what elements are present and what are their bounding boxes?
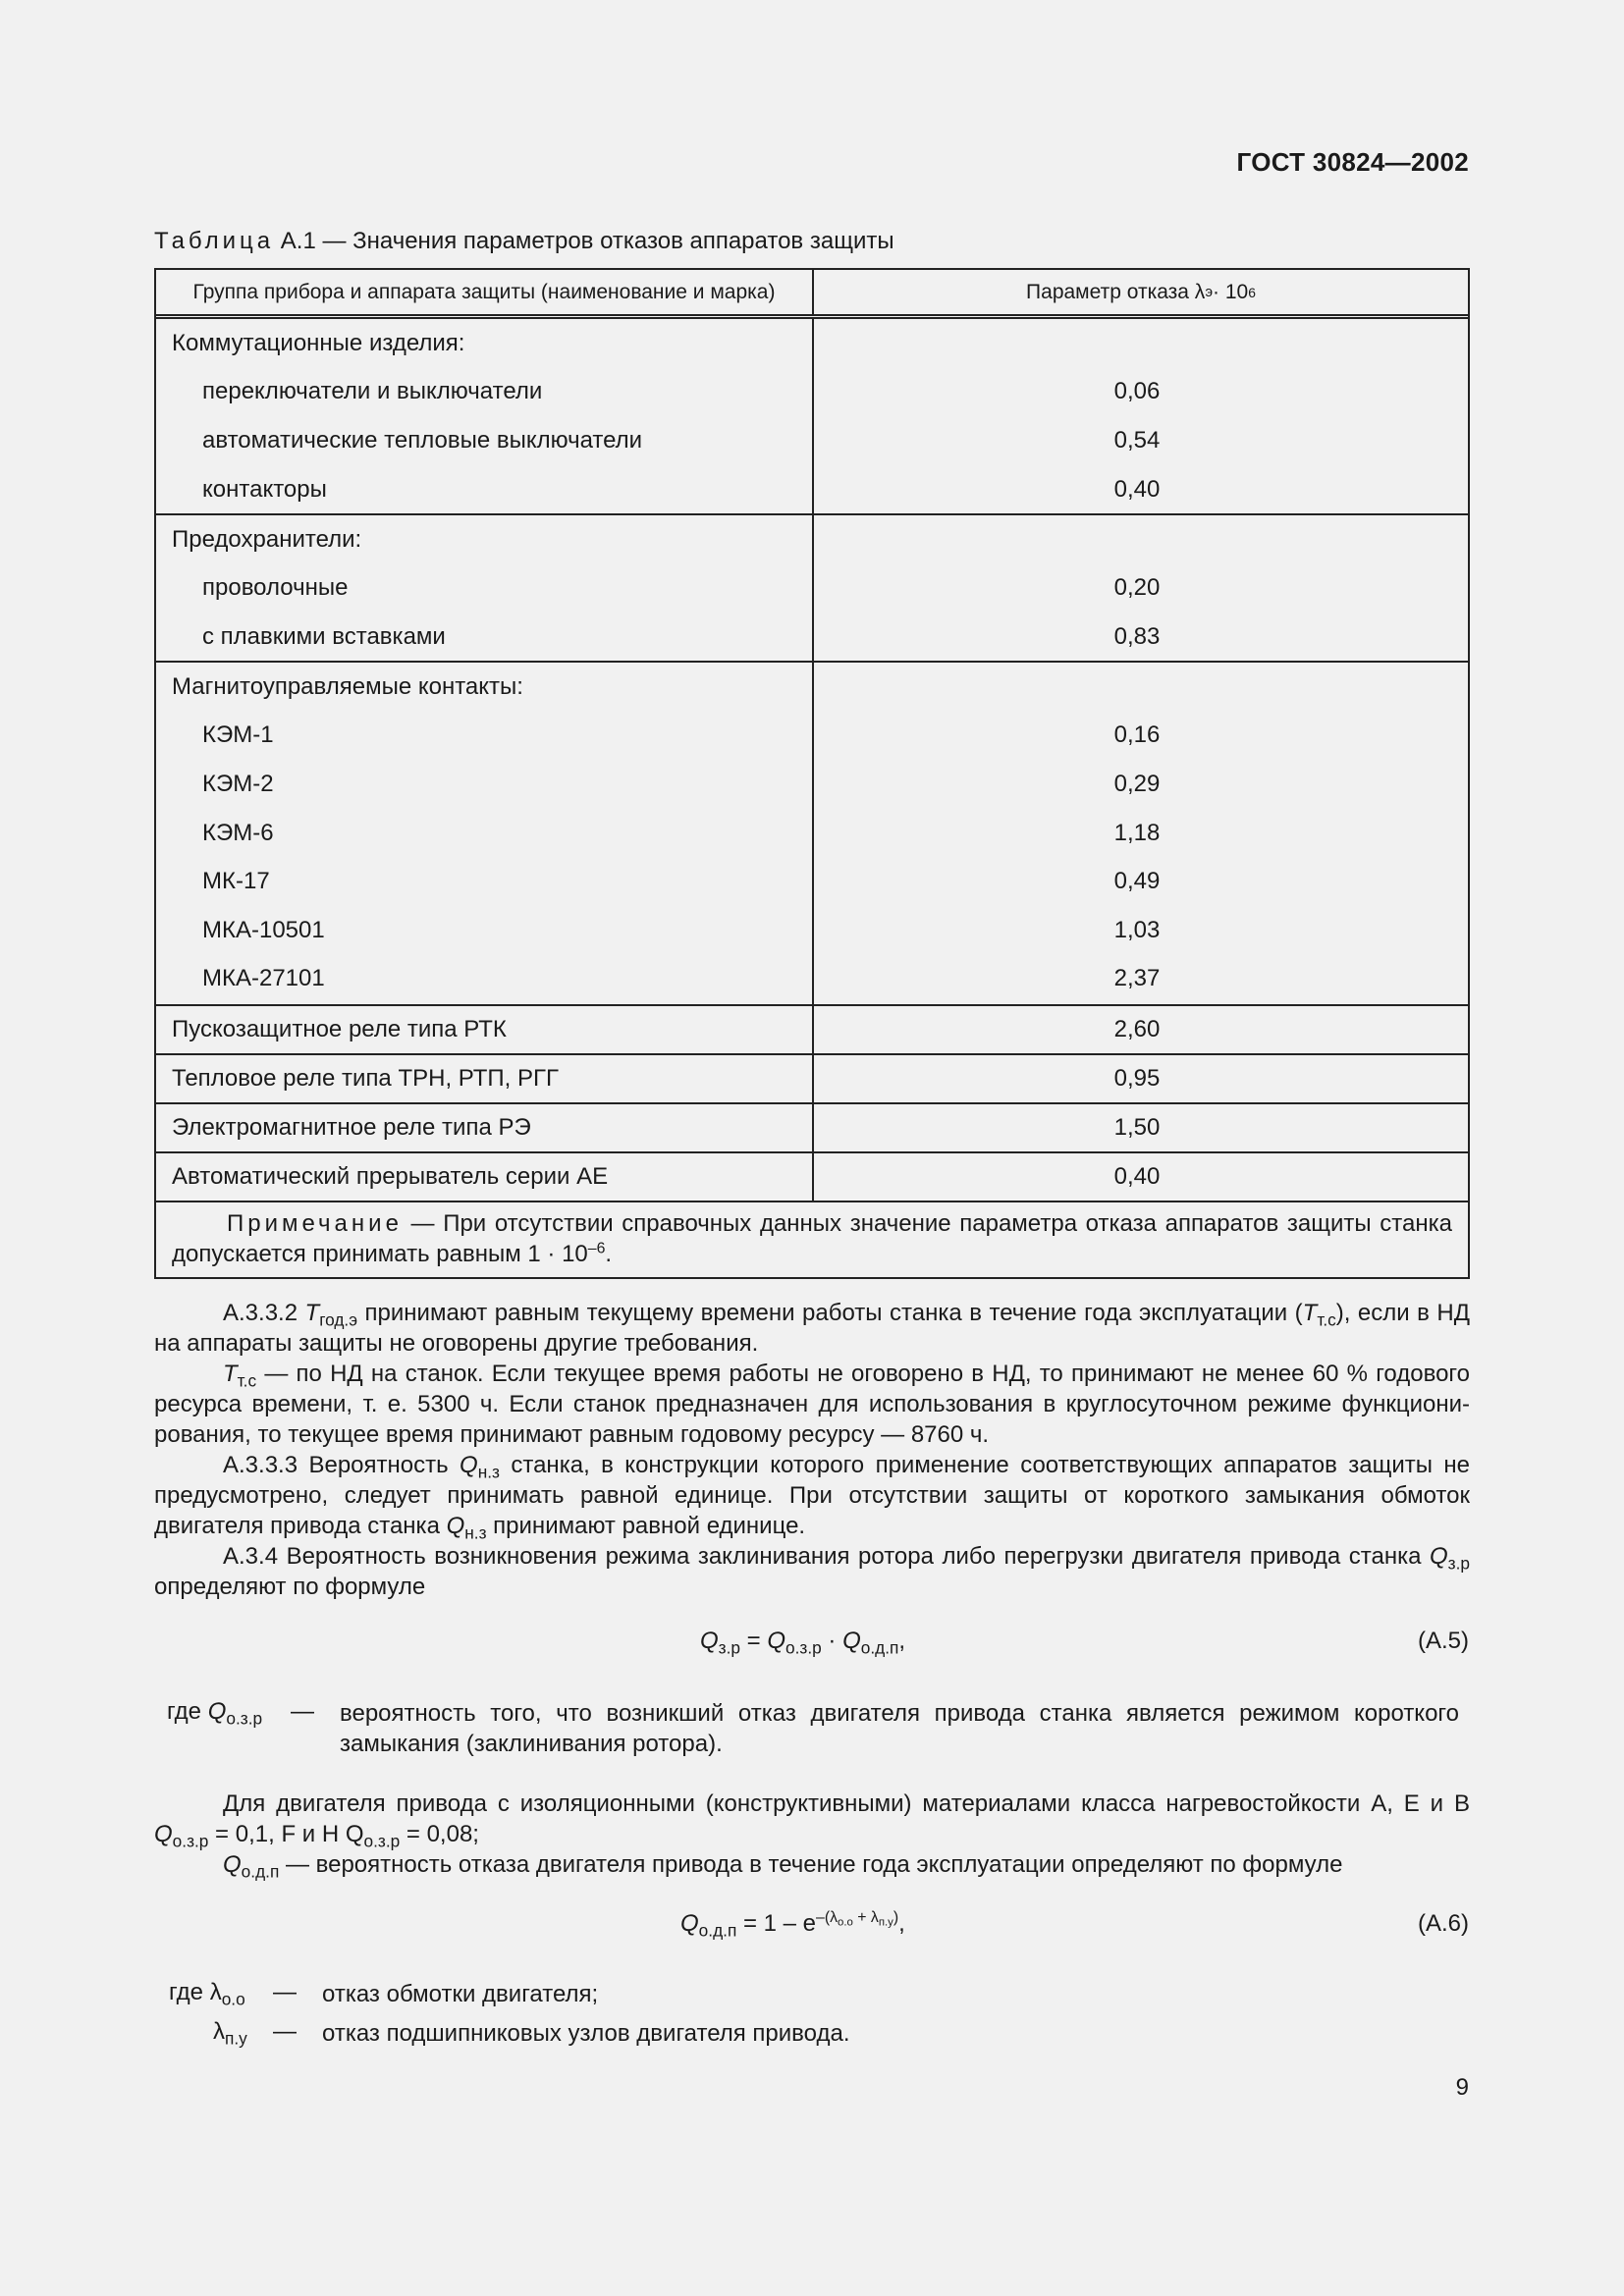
p1-var2-sub: т.с <box>1317 1309 1336 1330</box>
table-row-value: 0,16 <box>1113 721 1161 749</box>
empty-cell <box>814 515 1468 564</box>
group-names <box>156 663 814 1004</box>
note-sup: –6 <box>587 1240 606 1257</box>
table-row-name: КЭМ-2 <box>202 770 274 797</box>
f5-q3: Q <box>842 1628 861 1654</box>
table-row-value: 0,20 <box>1113 574 1161 602</box>
table-row <box>156 1104 1468 1153</box>
p1-num: А.3.3.2 <box>223 1300 305 1326</box>
equation-number-a6: (А.6) <box>1417 1910 1469 1937</box>
table-caption <box>154 228 894 255</box>
document-header: ГОСТ 30824—2002 <box>1236 147 1469 177</box>
f5-eq: = <box>740 1628 768 1654</box>
p5-b: = 0,1, F и Н Q <box>208 1821 364 1847</box>
p2-text: — по НД на станок. Если текущее время работы не оговорено в НД, то принимают не менее 60 % годового ресурса времени, т. е. 5300 ч. Если станок предназначен для использования в круглосуточном режиме функционирования, то текущее время принимают равным годовому ресурсу — 8760 ч. <box>154 1361 1470 1448</box>
body-paragraphs <box>154 1298 1470 1602</box>
p1-var-sub: год.э <box>319 1309 358 1330</box>
p5-var-sub: о.з.р <box>172 1831 209 1851</box>
f5-dot: · <box>821 1628 843 1654</box>
f5-end: , <box>898 1628 906 1654</box>
empty-cell <box>814 663 1468 712</box>
table-group <box>156 515 1468 663</box>
table-row-name: МКА-10501 <box>202 916 325 943</box>
paragraph-tts <box>154 1359 1470 1450</box>
f5-q2-sub: о.з.р <box>785 1637 822 1658</box>
f6-sup-plus: + λ <box>852 1909 879 1927</box>
where-dash-2: — <box>273 1979 297 2005</box>
group-title: Магнитоуправляемые контакты: <box>172 672 523 700</box>
p4-var: Q <box>1430 1543 1448 1570</box>
f6-end: , <box>898 1910 905 1937</box>
p3-b: станка, в конструкции которого применение соответствующих аппаратов защиты не предусмотрено, следует принимать равной единице. При отсутствии защиты от короткого замыкания обмоток двигателя привода станка <box>154 1452 1471 1539</box>
table-row <box>156 1153 1468 1202</box>
column-header-parameter: Параметр отказа λ э · 10 6 <box>1026 280 1256 303</box>
group-title: Коммутационные изделия: <box>172 329 465 356</box>
row-value-cell <box>814 1006 1468 1053</box>
group-values <box>814 319 1468 513</box>
row-value-cell <box>814 1104 1468 1151</box>
p4-b: определяют по формуле <box>154 1574 426 1600</box>
failure-parameters-table <box>154 268 1470 1279</box>
w1-var: Q <box>207 1698 227 1725</box>
paragraph-a34 <box>154 1541 1470 1602</box>
w1-var-sub: о.з.р <box>226 1708 263 1729</box>
row-name-cell <box>156 1104 814 1151</box>
table-row-name: с плавкими вставками <box>202 622 446 650</box>
table-row-value: 2,37 <box>1113 965 1161 992</box>
table-row-name: Пускозащитное реле типа РТК <box>172 1016 507 1042</box>
table-row-name: КЭМ-1 <box>202 721 274 749</box>
p6-line <box>154 1849 1470 1880</box>
row-value-cell <box>814 1055 1468 1102</box>
p4-var-sub: з.р <box>1447 1553 1470 1574</box>
row-name-cell <box>156 1055 814 1102</box>
table-row-value: 1,50 <box>1113 1114 1161 1141</box>
table-row-name: Тепловое реле типа ТРН, РТП, РГГ <box>172 1065 559 1092</box>
p3-var2: Q <box>446 1513 465 1539</box>
note-text: — При отсутствии справочных данных значение параметра отказа аппаратов защиты станка допускается принимать равным 1 · 10 <box>172 1210 1452 1267</box>
table-caption-prefix: Таблица <box>154 228 275 254</box>
paragraph-insulation <box>154 1789 1470 1880</box>
table-row-name: переключатели и выключатели <box>202 378 543 405</box>
paragraph-a332 <box>154 1298 1470 1359</box>
p2-var: T <box>223 1361 238 1387</box>
formula-a5 <box>700 1628 906 1658</box>
where-text-lambda-oo: отказ обмотки двигателя; <box>322 1981 599 2007</box>
table-row <box>156 1055 1468 1104</box>
p1-var2: T <box>1302 1300 1318 1326</box>
group-values <box>814 663 1468 1004</box>
table-row-value: 0,83 <box>1113 622 1161 650</box>
equation-number-a5: (А.5) <box>1417 1628 1469 1654</box>
where-dash-3: — <box>273 2018 297 2045</box>
where-text-qozr: вероятность того, что возникший отказ двигателя привода станка является режимом короткого замыкания (заклинивания ротора). <box>340 1700 1459 1757</box>
col2-mid: · 10 <box>1213 280 1249 303</box>
paragraph-a333 <box>154 1450 1470 1541</box>
column-header-group: Группа прибора и аппарата защиты (наименование и марка) <box>156 270 814 314</box>
where-label-qozr <box>167 1698 263 1729</box>
p5-a: Для двигателя привода с изоляционными (конструктивными) материалами класса нагревостойкости А, Е и В <box>223 1790 1470 1817</box>
p1-b: ), если в НД на аппараты защиты не оговорены другие требования. <box>154 1300 1470 1357</box>
f5-q1-sub: з.р <box>718 1637 740 1658</box>
note-label: Примечание <box>227 1210 403 1237</box>
p1-a: принимают равным текущему времени работы станка в течение года эксплуатации ( <box>357 1300 1303 1326</box>
f5-q2: Q <box>767 1628 786 1654</box>
row-name-cell <box>156 1153 814 1201</box>
f6-q-sub: о.д.п <box>698 1920 737 1941</box>
table-row-value: 0,49 <box>1113 868 1161 895</box>
table-row-value: 0,29 <box>1113 770 1161 797</box>
w1-label: где <box>167 1698 208 1725</box>
w2-label: где λ <box>169 1979 222 2005</box>
group-title: Предохранители: <box>172 525 362 553</box>
table-row-value: 2,60 <box>1113 1016 1161 1042</box>
where-label-lambda-pu <box>213 2018 247 2049</box>
p5-c: = 0,08; <box>400 1821 479 1847</box>
table-header-row <box>156 270 1468 319</box>
p5-var2-sub: о.з.р <box>363 1831 401 1851</box>
p4-a: А.3.4 Вероятность возникновения режима заклинивания ротора либо перегрузки двигателя привода станка <box>223 1543 1430 1570</box>
table-row-value: 0,40 <box>1113 475 1161 503</box>
table-row-value: 1,18 <box>1113 819 1161 846</box>
f6-mid: = 1 – e <box>736 1910 817 1937</box>
table-row-value: 1,03 <box>1113 916 1161 943</box>
table-row-value: 0,06 <box>1113 378 1161 405</box>
group-names <box>156 319 814 513</box>
w3-label-sub: п.у <box>225 2028 247 2049</box>
table-group <box>156 663 1468 1006</box>
where-dash-1: — <box>291 1698 314 1725</box>
row-value-cell <box>814 1153 1468 1201</box>
table-row-name: Электромагнитное реле типа РЭ <box>172 1114 531 1141</box>
group-values <box>814 515 1468 661</box>
w2-label-sub: о.о <box>221 1989 245 2009</box>
table-group <box>156 319 1468 515</box>
f6-sup-sub1: о.о <box>838 1916 853 1929</box>
p6-text: — вероятность отказа двигателя привода в течение года эксплуатации определяют по формуле <box>279 1851 1343 1878</box>
table-row-name: Автоматический прерыватель серии АЕ <box>172 1163 609 1190</box>
where-label-lambda-oo <box>169 1979 245 2009</box>
f6-exponent <box>816 1909 899 1929</box>
p6-var: Q <box>223 1851 242 1878</box>
note-end: . <box>605 1241 613 1267</box>
table-row-name: проволочные <box>202 574 349 602</box>
f5-q3-sub: о.д.п <box>860 1637 899 1658</box>
table-row-value: 0,40 <box>1113 1163 1161 1190</box>
where-text-lambda-pu: отказ подшипниковых узлов двигателя привода. <box>322 2020 850 2047</box>
f6-sup: –(λ <box>816 1909 839 1927</box>
table-row-name: автоматические тепловые выключатели <box>202 426 643 454</box>
w3-label: λ <box>213 2018 225 2045</box>
row-name-cell <box>156 1006 814 1053</box>
col2-prefix: Параметр отказа λ <box>1026 280 1206 303</box>
p5-line <box>154 1789 1470 1849</box>
f6-sup-sub2: п.у <box>878 1916 893 1929</box>
p1-var: T <box>304 1300 320 1326</box>
f5-q1: Q <box>700 1628 719 1654</box>
table-row-value: 0,54 <box>1113 426 1161 454</box>
p3-var2-sub: н.з <box>464 1522 487 1543</box>
f6-q: Q <box>680 1910 699 1937</box>
p5-var: Q <box>154 1821 173 1847</box>
table-caption-text: А.1 — Значения параметров отказов аппаратов защиты <box>274 228 894 254</box>
table-row-name: КЭМ-6 <box>202 819 274 846</box>
p6-var-sub: о.д.п <box>241 1861 280 1882</box>
f6-sup-end: ) <box>893 1909 899 1927</box>
p3-c: принимают равной единице. <box>486 1513 806 1539</box>
p3-var-sub: н.з <box>477 1462 500 1482</box>
table-note <box>156 1202 1468 1277</box>
table-row-name: МКА-27101 <box>202 965 325 992</box>
formula-a6 <box>680 1909 905 1941</box>
page-number: 9 <box>1455 2074 1469 2101</box>
p3-a: А.3.3.3 Вероятность <box>223 1452 460 1478</box>
table-row-name: МК-17 <box>202 868 270 895</box>
empty-cell <box>814 319 1468 368</box>
table-row-value: 0,95 <box>1113 1065 1161 1092</box>
table-row <box>156 1006 1468 1055</box>
group-names <box>156 515 814 661</box>
table-row-name: контакторы <box>202 475 327 503</box>
p2-var-sub: т.с <box>237 1370 257 1391</box>
p3-var: Q <box>460 1452 478 1478</box>
